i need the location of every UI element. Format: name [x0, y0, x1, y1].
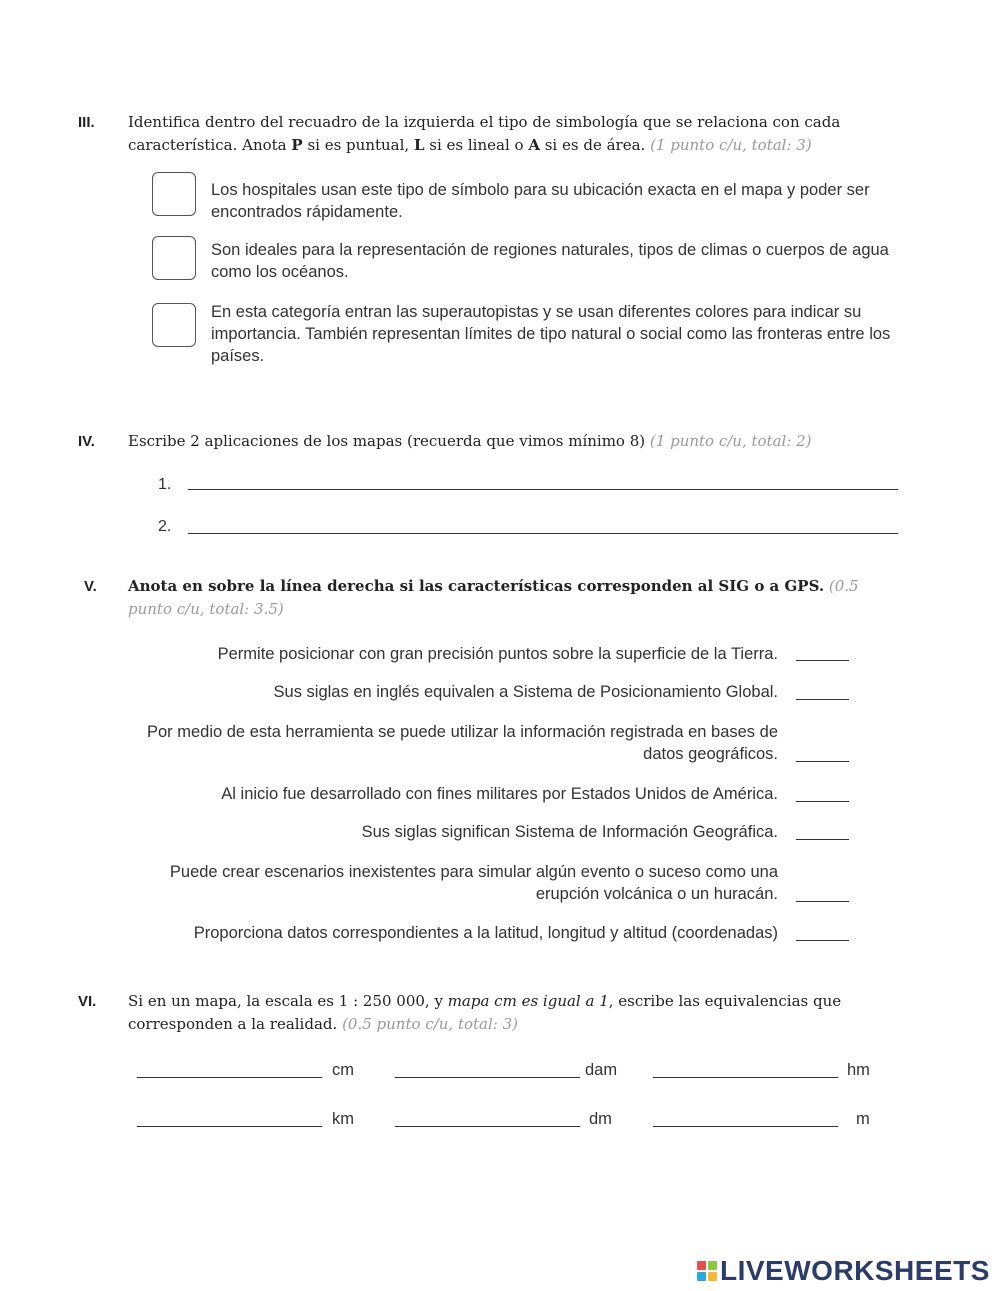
section-4-points: (1 punto c/u, total: 2)	[649, 432, 812, 450]
unit-km: km	[332, 1110, 354, 1128]
answer-box-1[interactable]	[152, 172, 196, 216]
unit-m: m	[856, 1110, 870, 1128]
answer-line-2[interactable]	[188, 533, 898, 534]
equivalence-blank-dm[interactable]	[395, 1126, 580, 1127]
answer-line-1[interactable]	[188, 489, 898, 490]
equivalence-blank-m[interactable]	[653, 1126, 838, 1127]
section-3-points: (1 punto c/u, total: 3)	[650, 136, 812, 154]
statement-7: Proporciona datos correspondientes a la latitud, longitud y altitud (coordenadas)	[193, 924, 778, 942]
answer-box-3[interactable]	[152, 303, 196, 347]
answer-line-label-1: 1.	[158, 476, 172, 493]
statement-answer-1[interactable]	[796, 660, 849, 661]
section-5-number: V.	[84, 578, 97, 595]
symbol-item-3: En esta categoría entran las superautopistas y se usan diferentes colores para indicar su importancia. También representan límites de tipo natural o social como las fronteras entre los países.	[211, 303, 891, 365]
section-6-number: VI.	[78, 993, 97, 1010]
statement-5: Sus siglas significan Sistema de Información Geográfica.	[361, 823, 778, 841]
unit-hm: hm	[847, 1061, 870, 1079]
section-6-points: (0.5 punto c/u, total: 3)	[342, 1015, 518, 1033]
statement-1: Permite posicionar con gran precisión puntos sobre la superficie de la Tierra.	[217, 645, 778, 663]
statement-3: Por medio de esta herramienta se puede utilizar la información registrada en bases de datos geográficos.	[146, 723, 778, 763]
statement-2: Sus siglas en inglés equivalen a Sistema de Posicionamiento Global.	[273, 683, 778, 701]
unit-cm: cm	[332, 1061, 354, 1079]
statement-answer-6[interactable]	[796, 901, 849, 902]
statement-6: Puede crear escenarios inexistentes para simular algún evento o suceso como una erupción volcánica o un huracán.	[169, 863, 778, 903]
equivalence-blank-km[interactable]	[137, 1126, 322, 1127]
statement-answer-4[interactable]	[796, 801, 849, 802]
equivalence-blank-dam[interactable]	[395, 1077, 580, 1078]
section-4-instruction: Escribe 2 aplicaciones de los mapas (recuerda que vimos mínimo 8) (1 punto c/u, total: 2)	[128, 432, 812, 450]
logo-text: LIVEWORKSHEETS	[720, 1255, 990, 1286]
answer-line-label-2: 2.	[158, 518, 172, 535]
section-3-number: III.	[78, 114, 95, 131]
symbol-item-2: Son ideales para la representación de regiones naturales, tipos de climas o cuerpos de agua como los océanos.	[211, 241, 889, 281]
unit-dm: dm	[589, 1110, 612, 1128]
statement-answer-5[interactable]	[796, 839, 849, 840]
section-4-number: IV.	[78, 433, 95, 450]
statement-answer-7[interactable]	[796, 940, 849, 941]
section-6-instruction: Si en un mapa, la escala es 1 : 250 000, y mapa cm es igual a 1, escribe las equivalencias que corresponden a la realidad. (0.5 punto c/u, total: 3)	[128, 992, 842, 1033]
section-5-points: (0.5 punto c/u, total: 3.5)	[128, 577, 859, 618]
section-3-instruction: Identifica dentro del recuadro de la izquierda el tipo de simbología que se relaciona con cada característica. Anota P si es puntual, L si es lineal o A si es de área. (1 punto c/u, total: 3)	[128, 113, 841, 154]
statement-answer-3[interactable]	[796, 761, 849, 762]
answer-box-2[interactable]	[152, 236, 196, 280]
statement-4: Al inicio fue desarrollado con fines militares por Estados Unidos de América.	[221, 785, 778, 803]
equivalence-blank-hm[interactable]	[653, 1077, 838, 1078]
statement-answer-2[interactable]	[796, 699, 849, 700]
liveworksheets-logo	[697, 1256, 990, 1286]
liveworksheets-icon	[697, 1261, 717, 1281]
equivalence-blank-cm[interactable]	[137, 1077, 322, 1078]
unit-dam: dam	[585, 1061, 618, 1079]
section-5-instruction: Anota en sobre la línea derecha si las características corresponden al SIG o a GPS. (0.5 punto c/u, total: 3.5)	[128, 577, 859, 618]
symbol-item-1: Los hospitales usan este tipo de símbolo para su ubicación exacta en el mapa y poder ser encontrados rápidamente.	[211, 181, 870, 221]
